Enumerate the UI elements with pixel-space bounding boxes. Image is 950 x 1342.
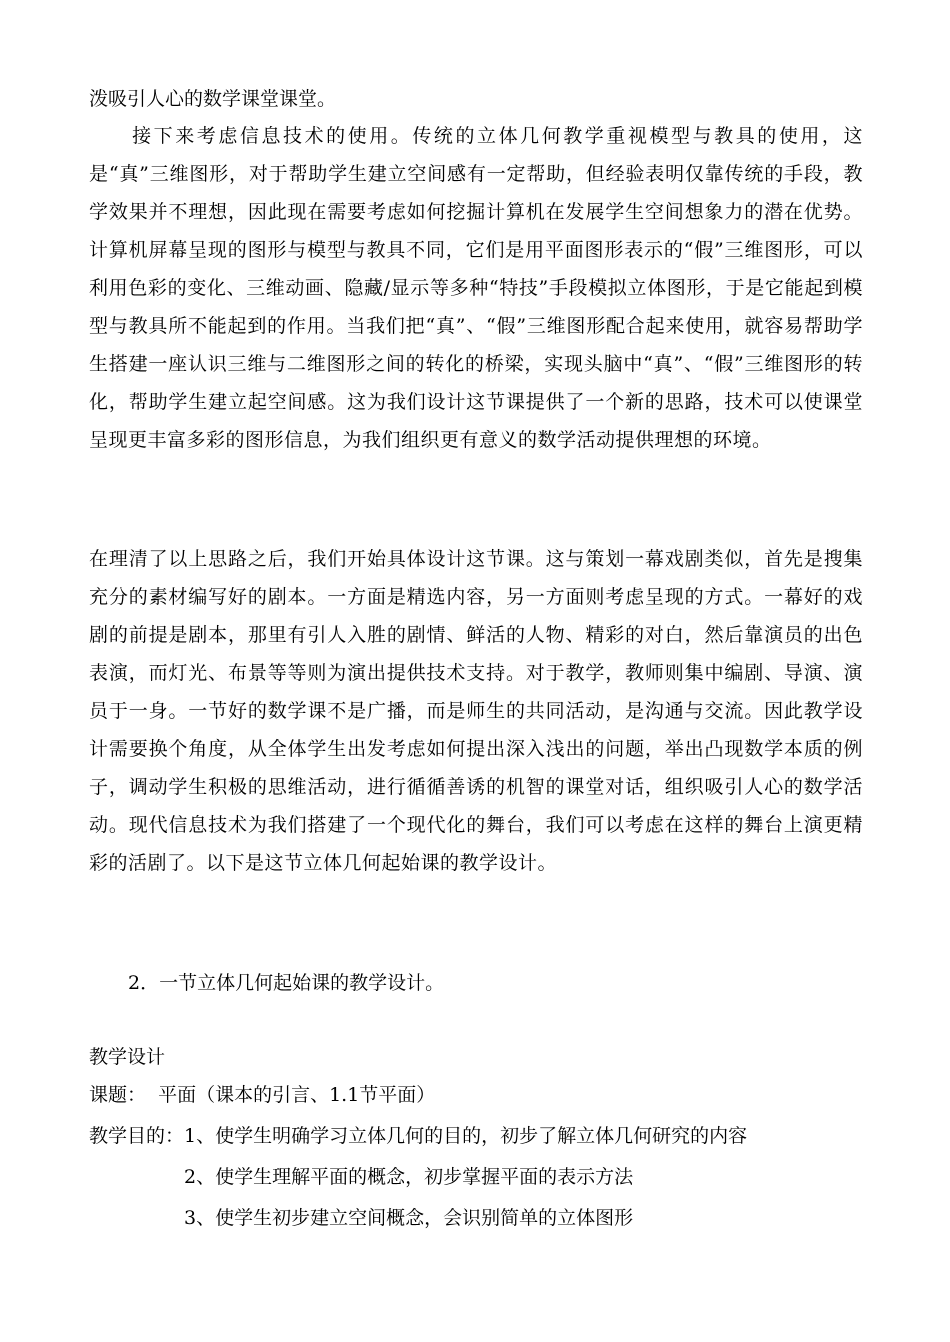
objective-item-3: 3、使学生初步建立空间概念，会识别简单的立体图形: [184, 1207, 634, 1229]
section-heading: 2．一节立体几何起始课的教学设计。: [128, 972, 445, 994]
paragraph-continuation: 泼吸引人心的数学课堂课堂。: [89, 88, 337, 110]
objective-item-2: 2、使学生理解平面的概念，初步掌握平面的表示方法: [184, 1166, 634, 1188]
design-title: 教学设计: [89, 1046, 166, 1068]
paragraph-information-technology: 接下来考虑信息技术的使用。传统的立体几何教学重视模型与教具的使用，这是“真”三维图形，对于帮助学生建立空间感有一定帮助，但经验表明仅靠传统的手段，教学效果并不理想，因此现在需要考虑如何挖掘计算机在发展学生空间想象力的潜在优势。计算机屏幕呈现的图形与模型与教具不同，它们是用平面图形表示的“假”三维图形，可以利用色彩的变化、三维动画、隐藏/显示等多种“特技”手段模拟立体图形，于是它能起到模型与教具所不能起到的作用。当我们把“真”、“假”三维图形配合起来使用，就容易帮助学生搭建一座认识三维与二维图形之间的转化的桥梁，实现头脑中“真”、“假”三维图形的转化，帮助学生建立起空间感。这为我们设计这节课提供了一个新的思路，技术可以使课堂呈现更丰富多彩的图形信息，为我们组织更有意义的数学活动提供理想的环境。: [89, 125, 863, 451]
paragraph-lesson-design: 在理清了以上思路之后，我们开始具体设计这节课。这与策划一幕戏剧类似，首先是搜集充分的素材编写好的剧本。一方面是精选内容，另一方面则考虑呈现的方式。一幕好的戏剧的前提是剧本，那里有引人入胜的剧情、鲜活的人物、精彩的对白，然后靠演员的出色表演，而灯光、布景等等则为演出提供技术支持。对于教学，教师则集中编剧、导演、演员于一身。一节好的数学课不是广播，而是师生的共同活动，是沟通与交流。因此教学设计需要换个角度，从全体学生出发考虑如何提出深入浅出的问题，举出凸现数学本质的例子，调动学生积极的思维活动，进行循循善诱的机智的课堂对话，组织吸引人心的数学活动。现代信息技术为我们搭建了一个现代化的舞台，我们可以考虑在这样的舞台上演更精彩的活剧了。以下是这节立体几何起始课的教学设计。: [89, 548, 863, 874]
objective-item-1: 教学目的：1、使学生明确学习立体几何的目的，初步了解立体几何研究的内容: [89, 1125, 748, 1147]
topic-line: 课题： 平面（课本的引言、1.1节平面）: [89, 1084, 436, 1106]
